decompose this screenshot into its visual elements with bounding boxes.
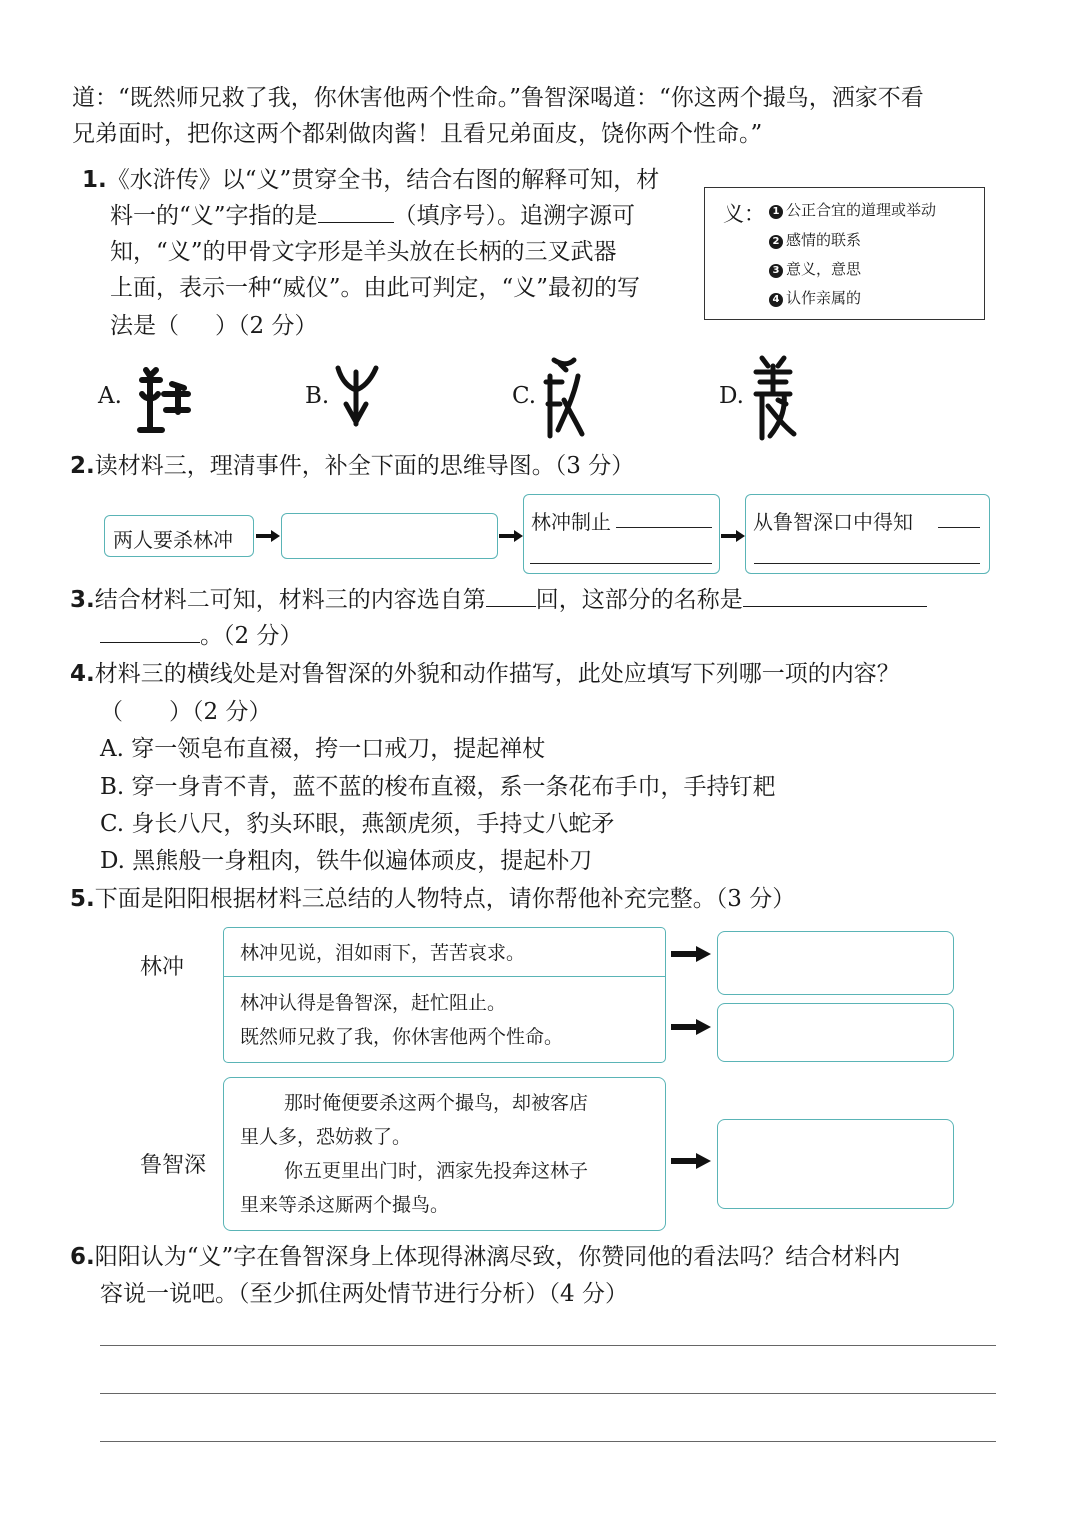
mindmap-box-4-text: 从鲁智深口中得知: [753, 510, 913, 534]
definition-item-4: 4 认作亲属的: [769, 284, 861, 313]
lu-zhishen-quote-line-1: 那时俺便要杀这两个撮鸟，却被客店: [284, 1092, 589, 1114]
q1-line-3: 知，“义”的甲骨文字形是羊头放在长柄的三叉武器: [110, 239, 617, 265]
q1-line-4: 上面，表示一种“威仪”。由此可判定，“义”最初的写: [110, 275, 641, 301]
q4-option-b[interactable]: B. 穿一身青不青，蓝不蓝的梭布直裰，系一条花布手巾，手持钉耙: [100, 774, 776, 800]
q4-line-1: [70, 656, 900, 692]
q1-option-a-label[interactable]: A.: [98, 383, 122, 409]
lin-chong-trait-answer-2[interactable]: [717, 1003, 954, 1062]
q1-option-b-label[interactable]: B.: [305, 383, 330, 409]
q3-line-2: [100, 618, 302, 654]
q1-number: 1.: [82, 167, 107, 193]
q6-line-1: [70, 1239, 900, 1275]
mindmap-box-4-blank-2[interactable]: [754, 563, 980, 564]
arrow-right-icon: [670, 1151, 712, 1171]
arrow-right-icon: [670, 1017, 712, 1037]
q1-option-d-label[interactable]: D.: [719, 383, 744, 409]
arrow-right-icon: [255, 528, 281, 544]
q2-text: 读材料三，理清事件，补全下面的思维导图。（3 分）: [94, 453, 635, 479]
q5-line: [70, 881, 795, 917]
q1-text-5a: 法是（: [110, 313, 179, 339]
definition-item-2: 2 感情的联系: [769, 226, 861, 255]
q1-text-1: 《水浒传》以“义”贯穿全书，结合右图的解释可知，材: [106, 167, 660, 193]
definition-char: 义：: [723, 202, 765, 226]
q3-text-c: 。（2 分）: [200, 623, 303, 649]
definition-box: [704, 187, 985, 320]
q6-answer-line-1[interactable]: [100, 1345, 996, 1346]
mindmap-box-3-text: 林冲制止: [531, 510, 611, 534]
q4-number: 4.: [70, 661, 95, 687]
definition-item-1: 1 公正合宜的道理或举动: [769, 196, 936, 225]
q4-option-a[interactable]: A. 穿一领皂布直裰，挎一口戒刀，提起禅杖: [100, 736, 546, 762]
arrow-right-icon: [720, 528, 746, 544]
mindmap-box-4-blank-1[interactable]: [938, 527, 980, 528]
q6-number: 6.: [70, 1244, 95, 1270]
q4-answer-paren[interactable]: （ ）（2 分）: [100, 699, 272, 725]
passage-line-1: 道：“既然师兄救了我，你休害他两个性命。”鲁智深喝道：“你这两个撮鸟，洒家不看: [72, 85, 924, 111]
ancient-glyph-b-icon: [334, 362, 380, 430]
lu-zhishen-trait-answer[interactable]: [717, 1119, 954, 1209]
ancient-glyph-a-icon: [132, 366, 194, 438]
q6-text-1: 阳阳认为“义”字在鲁智深身上体现得淋漓尽致，你赞同他的看法吗？结合材料内: [94, 1244, 901, 1270]
lin-chong-quote-2-line-1: 林冲认得是鲁智深，赶忙阻止。: [240, 992, 507, 1014]
q4-option-c[interactable]: C. 身长八尺，豹头环眼，燕颔虎须，手持丈八蛇矛: [100, 811, 615, 837]
q1-line-1: [82, 162, 659, 198]
mindmap-box-1: [104, 515, 254, 557]
lin-chong-trait-answer-1[interactable]: [717, 931, 954, 995]
lin-chong-quote-1: 林冲见说，泪如雨下，苦苦哀求。: [240, 942, 526, 964]
lu-zhishen-quote-line-4: 里来等杀这厮两个撮鸟。: [240, 1194, 450, 1216]
q3-line-1: [70, 582, 927, 618]
mindmap-box-1-text: 两人要杀林冲: [113, 528, 233, 552]
q4-text: 材料三的横线处是对鲁智深的外貌和动作描写，此处应填写下列哪一项的内容？: [94, 661, 900, 687]
q1-text-2a: 料一的“义”字指的是: [110, 203, 318, 229]
mindmap-box-4: [745, 494, 990, 574]
arrow-right-icon: [670, 944, 712, 964]
q3-blank-title-2[interactable]: [100, 620, 200, 643]
q1-line-2: [110, 198, 635, 234]
lu-zhishen-quote-line-3: 你五更里出门时，洒家先投奔这林子: [284, 1160, 589, 1182]
q6-line-2: 容说一说吧。（至少抓住两处情节进行分析）（4 分）: [100, 1281, 628, 1307]
definition-item-3: 3 意义，意思: [769, 255, 861, 284]
lin-chong-quote-divider: [224, 976, 665, 977]
lin-chong-quote-2-line-2: 既然师兄救了我，你休害他两个性命。: [240, 1026, 564, 1048]
q3-blank-chapter[interactable]: [486, 584, 536, 607]
q2-number: 2.: [70, 453, 95, 479]
q3-text-a: 结合材料二可知，材料三的内容选自第: [94, 587, 486, 613]
q3-number: 3.: [70, 587, 95, 613]
arrow-right-icon: [498, 528, 524, 544]
passage-line-2: 兄弟面时，把你这两个都剁做肉酱！且看兄弟面皮，饶你两个性命。”: [72, 121, 763, 147]
q5-number: 5.: [70, 886, 95, 912]
mindmap-box-2-answer[interactable]: [281, 513, 498, 559]
q1-text-2b: （填序号）。追溯字源可: [393, 203, 636, 229]
q4-option-d[interactable]: D. 黑熊般一身粗肉，铁牛似遍体顽皮，提起朴刀: [100, 848, 593, 874]
character-name-lu-zhishen: 鲁智深: [140, 1153, 207, 1178]
q3-blank-title-1[interactable]: [743, 584, 927, 607]
mindmap-box-3: [523, 494, 720, 574]
lu-zhishen-quote-line-2: 里人多，恐妨救了。: [240, 1126, 412, 1148]
q6-answer-line-3[interactable]: [100, 1441, 996, 1442]
lu-zhishen-quote-box: [223, 1077, 666, 1231]
q1-text-5b: ）（2 分）: [215, 313, 318, 339]
mindmap-box-3-blank-2[interactable]: [530, 563, 712, 564]
q5-text: 下面是阳阳根据材料三总结的人物特点，请你帮他补充完整。（3 分）: [94, 886, 796, 912]
ancient-glyph-d-icon: [748, 352, 798, 442]
q2-line: [70, 448, 634, 484]
q1-line-5: [110, 308, 317, 344]
q1-option-c-label[interactable]: C.: [512, 383, 537, 409]
q3-text-b: 回，这部分的名称是: [535, 587, 743, 613]
lin-chong-quote-box: [223, 927, 666, 1063]
q1-blank-meaning[interactable]: [318, 200, 394, 223]
mindmap-box-3-label: [531, 506, 611, 535]
q6-answer-line-2[interactable]: [100, 1393, 996, 1394]
ancient-glyph-c-icon: [540, 356, 586, 440]
mindmap-box-3-blank-1[interactable]: [616, 527, 712, 528]
character-name-lin-chong: 林冲: [140, 955, 185, 980]
